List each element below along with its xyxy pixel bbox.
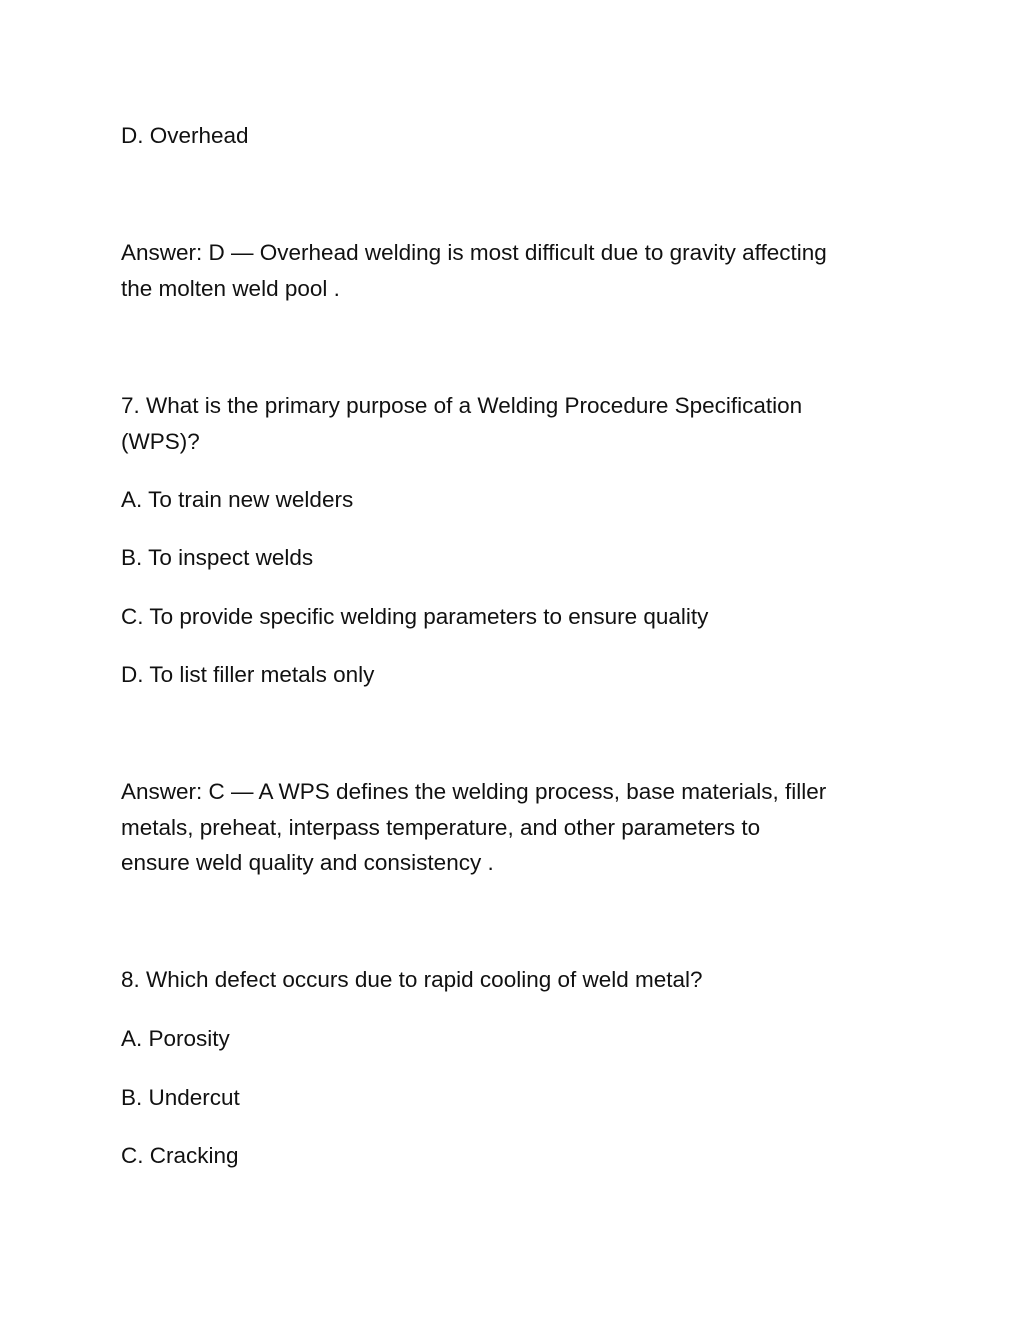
q7-answer-line-2: metals, preheat, interpass temperature, and other parameters to: [121, 815, 761, 840]
q8-option-a: A. Porosity: [121, 1026, 230, 1051]
q7-option-d: D. To list filler metals only: [121, 662, 375, 687]
q8-option-c: C. Cracking: [121, 1143, 239, 1168]
q7-option-c: C. To provide specific welding parameters to ensure quality: [121, 604, 709, 629]
q7-option-a: A. To train new welders: [121, 487, 354, 512]
q7-question-line-2: (WPS)?: [121, 429, 200, 454]
q7-option-b: B. To inspect welds: [121, 545, 314, 570]
q7-answer-line-1: Answer: C — A WPS defines the welding process, base materials, filler: [121, 779, 827, 804]
q7-question-line-1: 7. What is the primary purpose of a Welding Procedure Specification: [121, 393, 803, 418]
q7-answer-line-3: ensure weld quality and consistency .: [121, 850, 494, 875]
q8-option-b: B. Undercut: [121, 1085, 240, 1110]
q8-question: 8. Which defect occurs due to rapid cooling of weld metal?: [121, 967, 703, 992]
q6-option-d: D. Overhead: [121, 123, 249, 148]
q6-answer-line-2: the molten weld pool .: [121, 276, 340, 301]
q6-answer-line-1: Answer: D — Overhead welding is most difficult due to gravity affecting: [121, 240, 827, 265]
